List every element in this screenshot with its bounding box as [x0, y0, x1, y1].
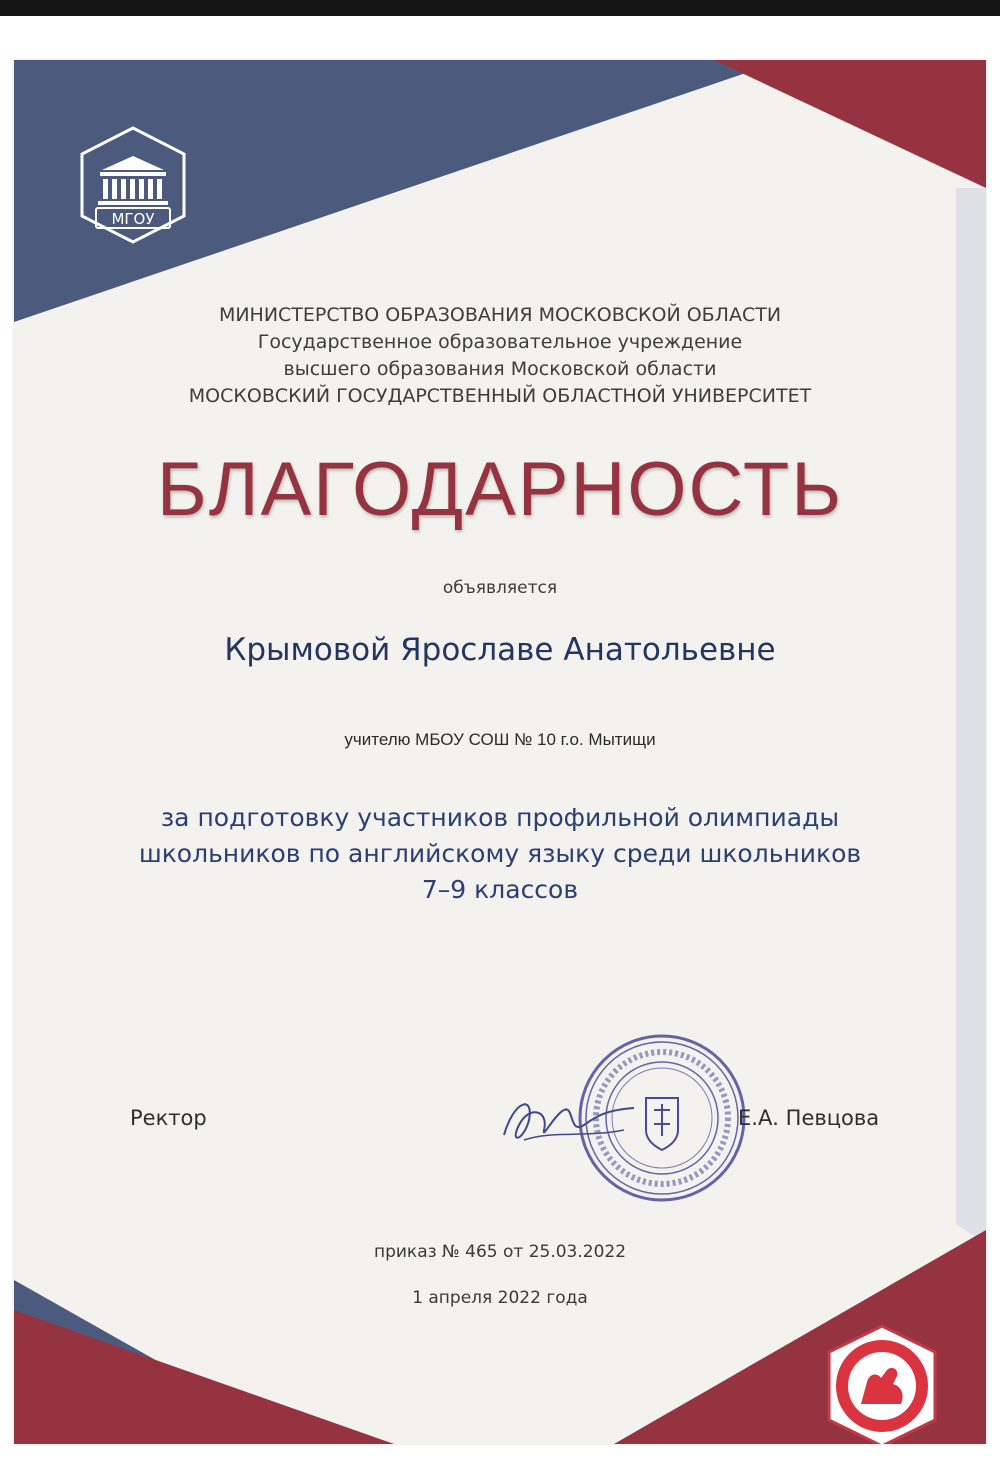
- order-number: приказ № 465 от 25.03.2022: [373, 1242, 627, 1262]
- header-line-3: высшего образования Московской области: [283, 358, 717, 380]
- certificate: [14, 60, 986, 1444]
- award-reason: [14, 800, 986, 908]
- ministry-header: [14, 302, 986, 410]
- issue-date: 1 апреля 2022 года: [412, 1288, 588, 1308]
- reason-line-2: школьников по английскому языку среди школьников: [138, 839, 862, 868]
- header-line-1: МИНИСТЕРСТВО ОБРАЗОВАНИЯ МОСКОВСКОЙ ОБЛАСТИ: [218, 304, 782, 326]
- header-line-2: Государственное образовательное учреждение: [257, 331, 743, 353]
- recipient-position: учителю МБОУ СОШ № 10 г.о. Мытищи: [344, 730, 656, 749]
- rector-name: Е.А. Певцова: [738, 1106, 880, 1130]
- top-bar: [0, 0, 1000, 16]
- decorative-triangles: [14, 60, 986, 1444]
- university-building-logo-icon: [78, 126, 188, 244]
- top-right-red-band: [714, 60, 986, 188]
- rector-label: Ректор: [130, 1106, 207, 1130]
- reason-line-1: за подготовку участников профильной олимпиады: [160, 803, 840, 832]
- certificate-title: БЛАГОДАРНОСТЬ: [156, 447, 844, 532]
- header-line-4: МОСКОВСКИЙ ГОСУДАРСТВЕННЫЙ ОБЛАСТНОЙ УНИВЕРСИТЕТ: [188, 385, 812, 407]
- declared-text: объявляется: [442, 578, 558, 598]
- reason-line-3: 7–9 классов: [421, 875, 579, 904]
- official-seal-stamp-icon: [576, 1032, 748, 1204]
- logo-caption: МГОУ: [111, 210, 155, 228]
- recipient-name: Крымовой Ярославе Анатольевне: [224, 632, 776, 668]
- faculty-emblem-logo-icon: [817, 1322, 947, 1444]
